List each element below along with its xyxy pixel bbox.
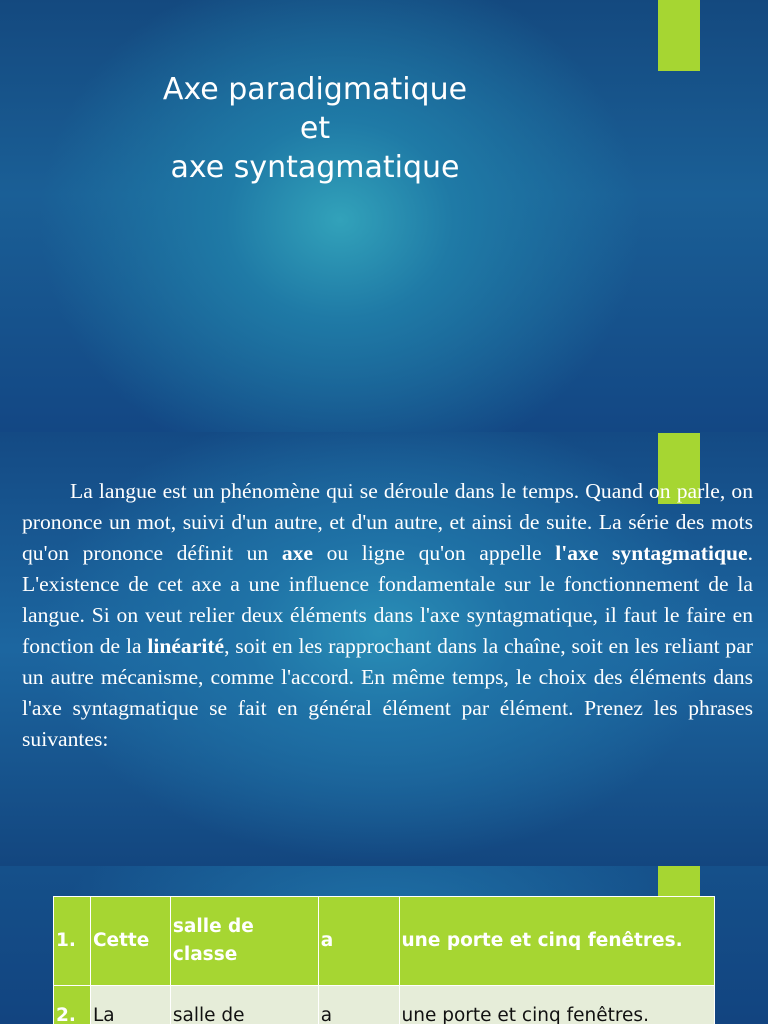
bold-term: l'axe syntagmatique — [555, 541, 748, 565]
slide-title — [0, 0, 768, 432]
title-line-3: axe syntagmatique — [170, 150, 460, 185]
title-line-1: Axe paradigmatique — [162, 72, 468, 107]
table-cell: salle de — [170, 986, 318, 1024]
table-cell: une porte et cinq fenêtres. — [399, 986, 714, 1024]
table-cell-number: 2. — [54, 986, 91, 1024]
table-cell: La — [90, 986, 170, 1024]
slide-title-heading — [80, 70, 550, 187]
paragraph-text: , soit en les rapprochant dans la chaîne, soit en les reliant par un autre mécanisme, comme l'accord. En même temps, le choix des éléments dans l'axe syntagmatique se fait en général élément par élément. Prenez les phrases suivantes: — [22, 634, 754, 751]
body-paragraph — [22, 476, 753, 755]
slide-table — [0, 866, 768, 1024]
bold-term: axe — [281, 541, 313, 565]
table-cell: a — [318, 986, 399, 1024]
table-cell: Cette — [90, 897, 170, 986]
paragraph-text: . L'existence de cet axe a une influence fondamentale sur le fonctionnement de la langue. Si on veut relier deux éléments dans l'axe syntagmatique, il faut le faire en fonction de la — [22, 541, 753, 658]
title-line-2: et — [299, 111, 331, 146]
table-cell: salle de classe — [170, 897, 318, 986]
bold-term: linéarité — [147, 634, 225, 658]
table-cell: a — [318, 897, 399, 986]
table-cell: une porte et cinq fenêtres. — [399, 897, 714, 986]
table-cell-number: 1. — [54, 897, 91, 986]
slide-paragraph — [0, 432, 768, 866]
accent-bar — [658, 866, 700, 896]
paragraph-text: La langue est un phénomène qui se déroule dans le temps. Quand on parle, on prononce un mot, suivi d'un autre, et d'un autre, et ainsi de suite. La série des mots qu'on prononce définit un — [22, 479, 753, 565]
table-row — [54, 897, 715, 986]
accent-bar — [658, 0, 700, 71]
table-row — [54, 986, 715, 1024]
examples-table — [53, 896, 715, 1024]
paragraph-text: ou ligne qu'on appelle — [313, 541, 556, 565]
